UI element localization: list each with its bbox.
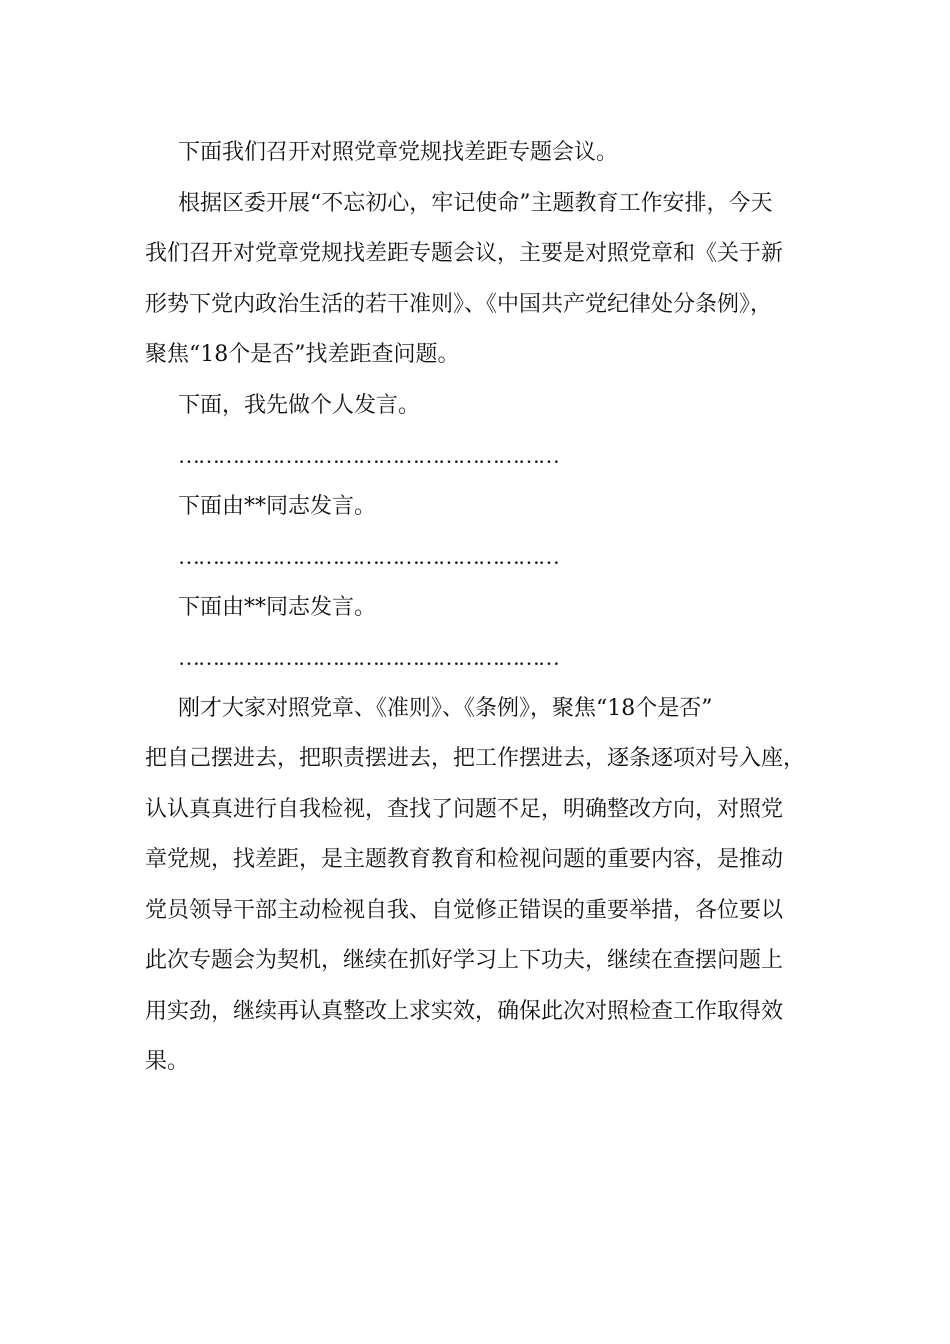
text-line: 果。 [145,1049,190,1074]
paragraph-first-speech [145,381,810,432]
text-line: 刚才大家对照党章、《准则》、《条例》，聚焦“18个是否” [178,695,713,721]
text-line: 形势下党内政治生活的若干准则》、《中国共产党纪律处分条例》， [145,291,773,317]
text-line: 我们召开对党章党规找差距专题会议，主要是对照党章和《关于新 [145,241,784,266]
paragraph-background [145,179,810,381]
text-line: 章党规，找差距，是主题教育教育和检视问题的重要内容，是推动 [145,847,784,872]
text-line: 下面由**同志发言。 [178,594,377,620]
ellipsis-separator: ………………………………………………… [178,544,558,569]
ellipsis-separator: ………………………………………………… [178,645,558,670]
document-body [145,128,810,1088]
paragraph-summary [145,684,810,1088]
text-line: 此次专题会为契机，继续在抓好学习上下功夫，继续在查摆问题上 [145,948,784,973]
paragraph-intro [145,128,810,179]
text-line: 把自己摆进去，把职责摆进去，把工作摆进去，逐条逐项对号入座， [145,746,806,771]
text-line: 用实劲，继续再认真整改上求实效，确保此次对照检查工作取得效 [145,998,784,1024]
text-line: 根据区委开展“不忘初心，牢记使命”主题教育工作安排，今天 [178,190,773,216]
text-line: 下面，我先做个人发言。 [178,392,421,418]
paragraph-speaker-1 [145,482,810,533]
paragraph-speaker-2 [145,583,810,634]
text-line: 下面我们召开对照党章党规找差距专题会议。 [178,140,619,165]
text-line: 下面由**同志发言。 [178,493,377,519]
text-line: 聚焦“18个是否”找差距查问题。 [145,342,460,367]
text-line: 党员领导干部主动检视自我、自觉修正错误的重要举措，各位要以 [145,897,784,923]
ellipsis-separator: ………………………………………………… [178,443,558,468]
text-line: 认认真真进行自我检视，查找了问题不足，明确整改方向，对照党 [145,796,784,822]
